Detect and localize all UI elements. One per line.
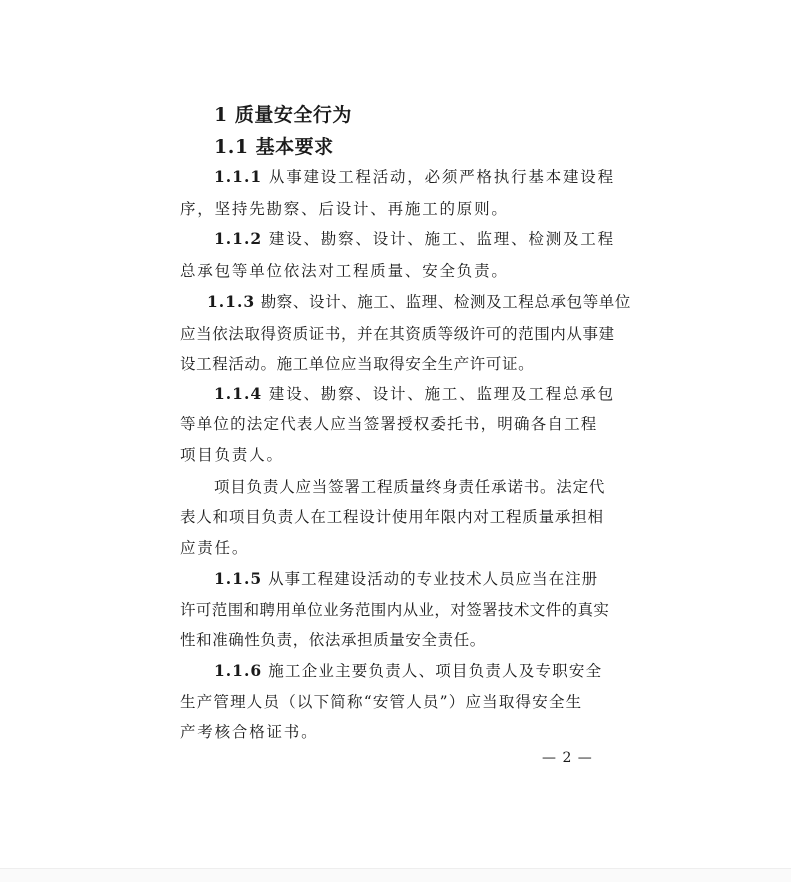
paragraph-line — [214, 167, 615, 187]
paragraph-line: 许可范围和聘用单位业务范围内从业，对签署技术文件的真实 — [180, 601, 610, 619]
subsection-heading: 1.1 基本要求 — [214, 136, 334, 158]
paragraph-line — [207, 292, 631, 312]
clause-number: 1.1.4 — [214, 384, 263, 403]
section-heading: 1 质量安全行为 — [214, 104, 352, 126]
paragraph-line — [214, 661, 602, 681]
paragraph-line: 性和准确性负责，依法承担质量安全责任。 — [180, 631, 486, 649]
paragraph-line — [214, 384, 615, 404]
paragraph-line: 项目负责人。 — [180, 446, 284, 464]
paragraph-line — [214, 229, 615, 249]
clause-number: 1.1.5 — [214, 569, 263, 588]
clause-text: 从事工程建设活动的专业技术人员应当在注册 — [268, 570, 599, 588]
clause-number: 1.1.2 — [214, 229, 263, 248]
paragraph-line: 产考核合格证书。 — [180, 723, 319, 741]
paragraph-line: 序，坚持先勘察、后设计、再施工的原则。 — [180, 200, 509, 218]
clause-text: 勘察、设计、施工、监理、检测及工程总承包等单位 — [260, 293, 631, 311]
clause-text: 从事建设工程活动，必须严格执行基本建设程 — [268, 168, 615, 186]
paragraph-line: 项目负责人应当签署工程质量终身责任承诺书。法定代 — [214, 478, 606, 496]
paragraph-line: 生产管理人员（以下简称“安管人员”）应当取得安全生 — [180, 693, 583, 711]
paragraph-line: 表人和项目负责人在工程设计使用年限内对工程质量承担相 — [180, 508, 604, 526]
clause-text: 建设、勘察、设计、施工、监理及工程总承包 — [268, 385, 615, 403]
paragraph-line: 应当依法取得资质证书，并在其资质等级许可的范围内从事建 — [180, 325, 615, 343]
clause-text: 施工企业主要负责人、项目负责人及专职安全 — [268, 662, 603, 680]
clause-number: 1.1.1 — [214, 167, 263, 186]
clause-number: 1.1.6 — [214, 661, 263, 680]
clause-text: 建设、勘察、设计、施工、监理、检测及工程 — [268, 230, 615, 248]
clause-number: 1.1.3 — [207, 292, 256, 311]
paragraph-line: 应责任。 — [180, 539, 250, 557]
page-bottom-edge — [0, 868, 791, 882]
paragraph-line: 总承包等单位依法对工程质量、安全负责。 — [180, 262, 509, 280]
paragraph-line: 设工程活动。施工单位应当取得安全生产许可证。 — [180, 355, 535, 373]
paragraph-line: 等单位的法定代表人应当签署授权委托书，明确各自工程 — [180, 415, 598, 433]
page-number: — 2 — — [542, 750, 593, 766]
paragraph-line — [214, 569, 598, 589]
